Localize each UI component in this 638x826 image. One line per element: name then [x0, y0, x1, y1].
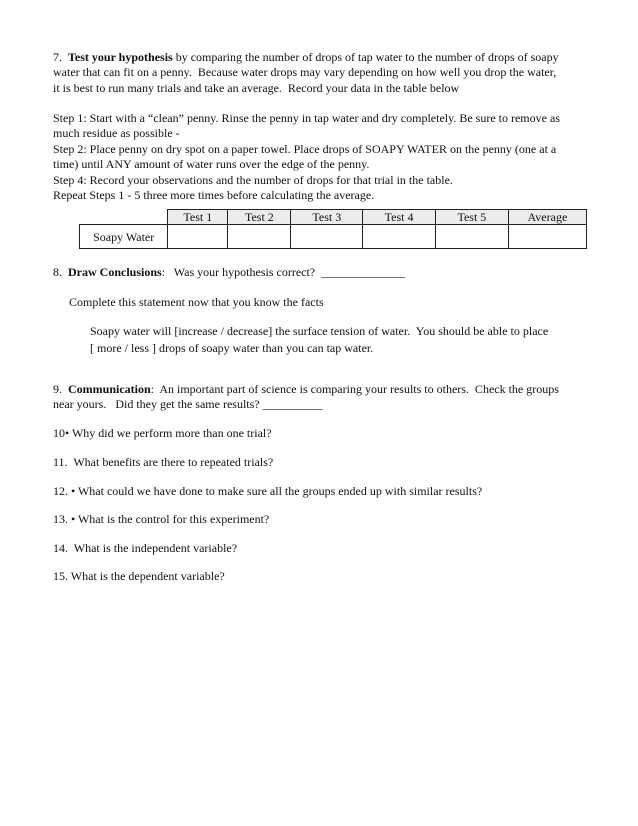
question-13: 13. • What is the control for this experiment?: [53, 512, 270, 526]
step-line: Step 4: Record your observations and the number of drops for that trial in the table.: [53, 172, 453, 187]
table-cell-test-4[interactable]: [363, 225, 436, 249]
question-7: [53, 50, 593, 96]
question-14: 14. What is the independent variable?: [53, 541, 238, 555]
q9-line1-rest: : An important part of science is comparing your results to others. Check the groups: [150, 382, 559, 396]
q7-line-3: it is best to run many trials and take an average. Record your data in the table below: [53, 80, 460, 95]
q8-heading: Draw Conclusions: [68, 265, 162, 279]
q8-statement-line-2: [ more / less ] drops of soapy water than you can tap water.: [90, 341, 374, 355]
data-table: [79, 209, 587, 249]
table-cell-test-3[interactable]: [291, 225, 363, 249]
table-header-test-3: Test 3: [291, 210, 363, 225]
q7-line1-rest: by comparing the number of drops of tap water to the number of drops of soapy: [172, 50, 559, 64]
q9-number: 9.: [53, 382, 62, 396]
q7-number: 7.: [53, 50, 62, 64]
table-row: [80, 225, 587, 249]
q8-rest: : Was your hypothesis correct? ______________: [161, 265, 406, 279]
table-header-test-4: Test 4: [363, 210, 436, 225]
question-10: 10• Why did we perform more than one trial?: [53, 426, 272, 440]
q8-statement-line-1: Soapy water will [increase / decrease] the surface tension of water. You should be able to place: [90, 324, 549, 338]
table-cell-test-1[interactable]: [168, 225, 228, 249]
table-header-average: Average: [508, 210, 586, 225]
question-15: 15. What is the dependent variable?: [53, 569, 225, 583]
q7-heading: Test your hypothesis: [68, 50, 173, 64]
table-cell-average[interactable]: [508, 225, 586, 249]
table-row-label: Soapy Water: [80, 225, 168, 249]
question-12: 12. • What could we have done to make sure all the groups ended up with similar results?: [53, 484, 483, 498]
q7-line-1: [53, 50, 593, 65]
step-line: Step 2: Place penny on dry spot on a paper towel. Place drops of SOAPY WATER on the penny (one at a: [53, 141, 557, 156]
table-header-test-2: Test 2: [228, 210, 291, 225]
procedure-steps: [53, 111, 593, 203]
table-header-row: [80, 210, 587, 225]
q8-number: 8.: [53, 265, 62, 279]
step-line: Repeat Steps 1 - 5 three more times before calculating the average.: [53, 188, 375, 203]
step-line: much residue as possible -: [53, 126, 180, 141]
table-header-test-1: Test 1: [168, 210, 228, 225]
step-line: Step 1: Start with a “clean” penny. Rinse the penny in tap water and dry completely. Be sure to remove as: [53, 111, 560, 125]
q9-line-1: [53, 382, 593, 397]
question-11: 11. What benefits are there to repeated trials?: [53, 455, 274, 469]
step-line: time) until ANY amount of water runs over the edge of the penny.: [53, 157, 370, 172]
q8-line: [53, 265, 593, 280]
question-8: [53, 265, 593, 280]
table-corner-cell: [80, 210, 168, 225]
table-cell-test-5[interactable]: [435, 225, 508, 249]
question-9: [53, 382, 593, 413]
table-header-test-5: Test 5: [435, 210, 508, 225]
table-cell-test-2[interactable]: [228, 225, 291, 249]
q8-statement-intro: Complete this statement now that you know the facts: [69, 295, 324, 309]
q9-heading: Communication: [68, 382, 151, 396]
q7-line-2: water that can fit on a penny. Because water drops may vary depending on how well you drop the water,: [53, 65, 557, 80]
q9-line-2: near yours. Did they get the same results? __________: [53, 397, 323, 412]
